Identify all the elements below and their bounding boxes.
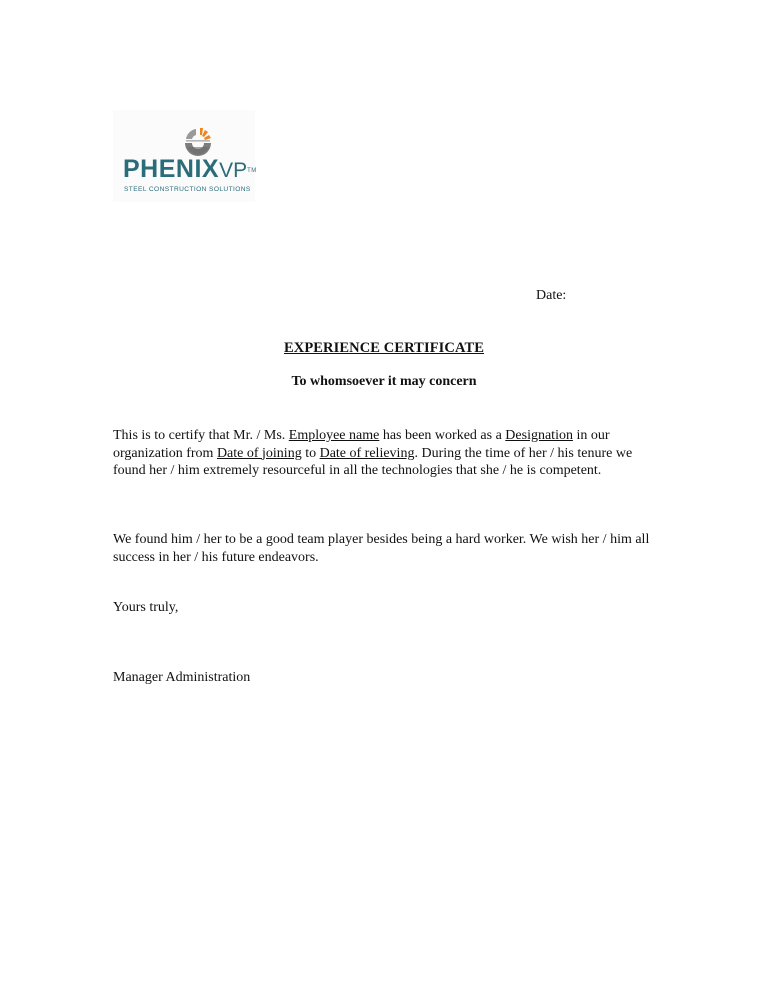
- certification-paragraph: [113, 427, 658, 480]
- employee-name-placeholder: Employee name: [288, 428, 380, 443]
- paragraph-text: . During the time of her / his tenure we found her / him extremely resourceful in all the technologies that she / he is competent.: [113, 445, 633, 479]
- wishes-paragraph: We found him / her to be a good team player besides being a hard worker. We wish her / him all success in her / his future endeavors.: [113, 532, 650, 565]
- paragraph-text: in our organization from: [113, 428, 610, 461]
- logo-name: PHENIX: [123, 155, 220, 183]
- paragraph-text: This is to certify that Mr. / Ms.: [113, 428, 289, 443]
- paragraph-text: to: [301, 445, 320, 461]
- date-label: Date:: [536, 288, 567, 303]
- logo-tagline: STEEL CONSTRUCTION SOLUTIONS: [124, 186, 251, 193]
- date-of-joining-placeholder: Date of joining: [216, 445, 302, 461]
- logo-suffix: VP: [219, 159, 248, 182]
- logo-wordmark: [123, 154, 257, 186]
- paragraph-text: has been worked as a: [379, 428, 506, 443]
- closing-line: Yours truly,: [113, 600, 179, 615]
- document-subtitle: To whomsoever it may concern: [291, 374, 477, 389]
- date-of-relieving-placeholder: Date of relieving: [319, 445, 415, 461]
- signatory-title: Manager Administration: [113, 670, 251, 685]
- logo-emblem-icon: [183, 126, 213, 156]
- logo-trademark: TM: [247, 168, 257, 174]
- designation-placeholder: Designation: [505, 428, 573, 443]
- document-title: EXPERIENCE CERTIFICATE: [283, 340, 485, 356]
- company-logo: [113, 110, 255, 202]
